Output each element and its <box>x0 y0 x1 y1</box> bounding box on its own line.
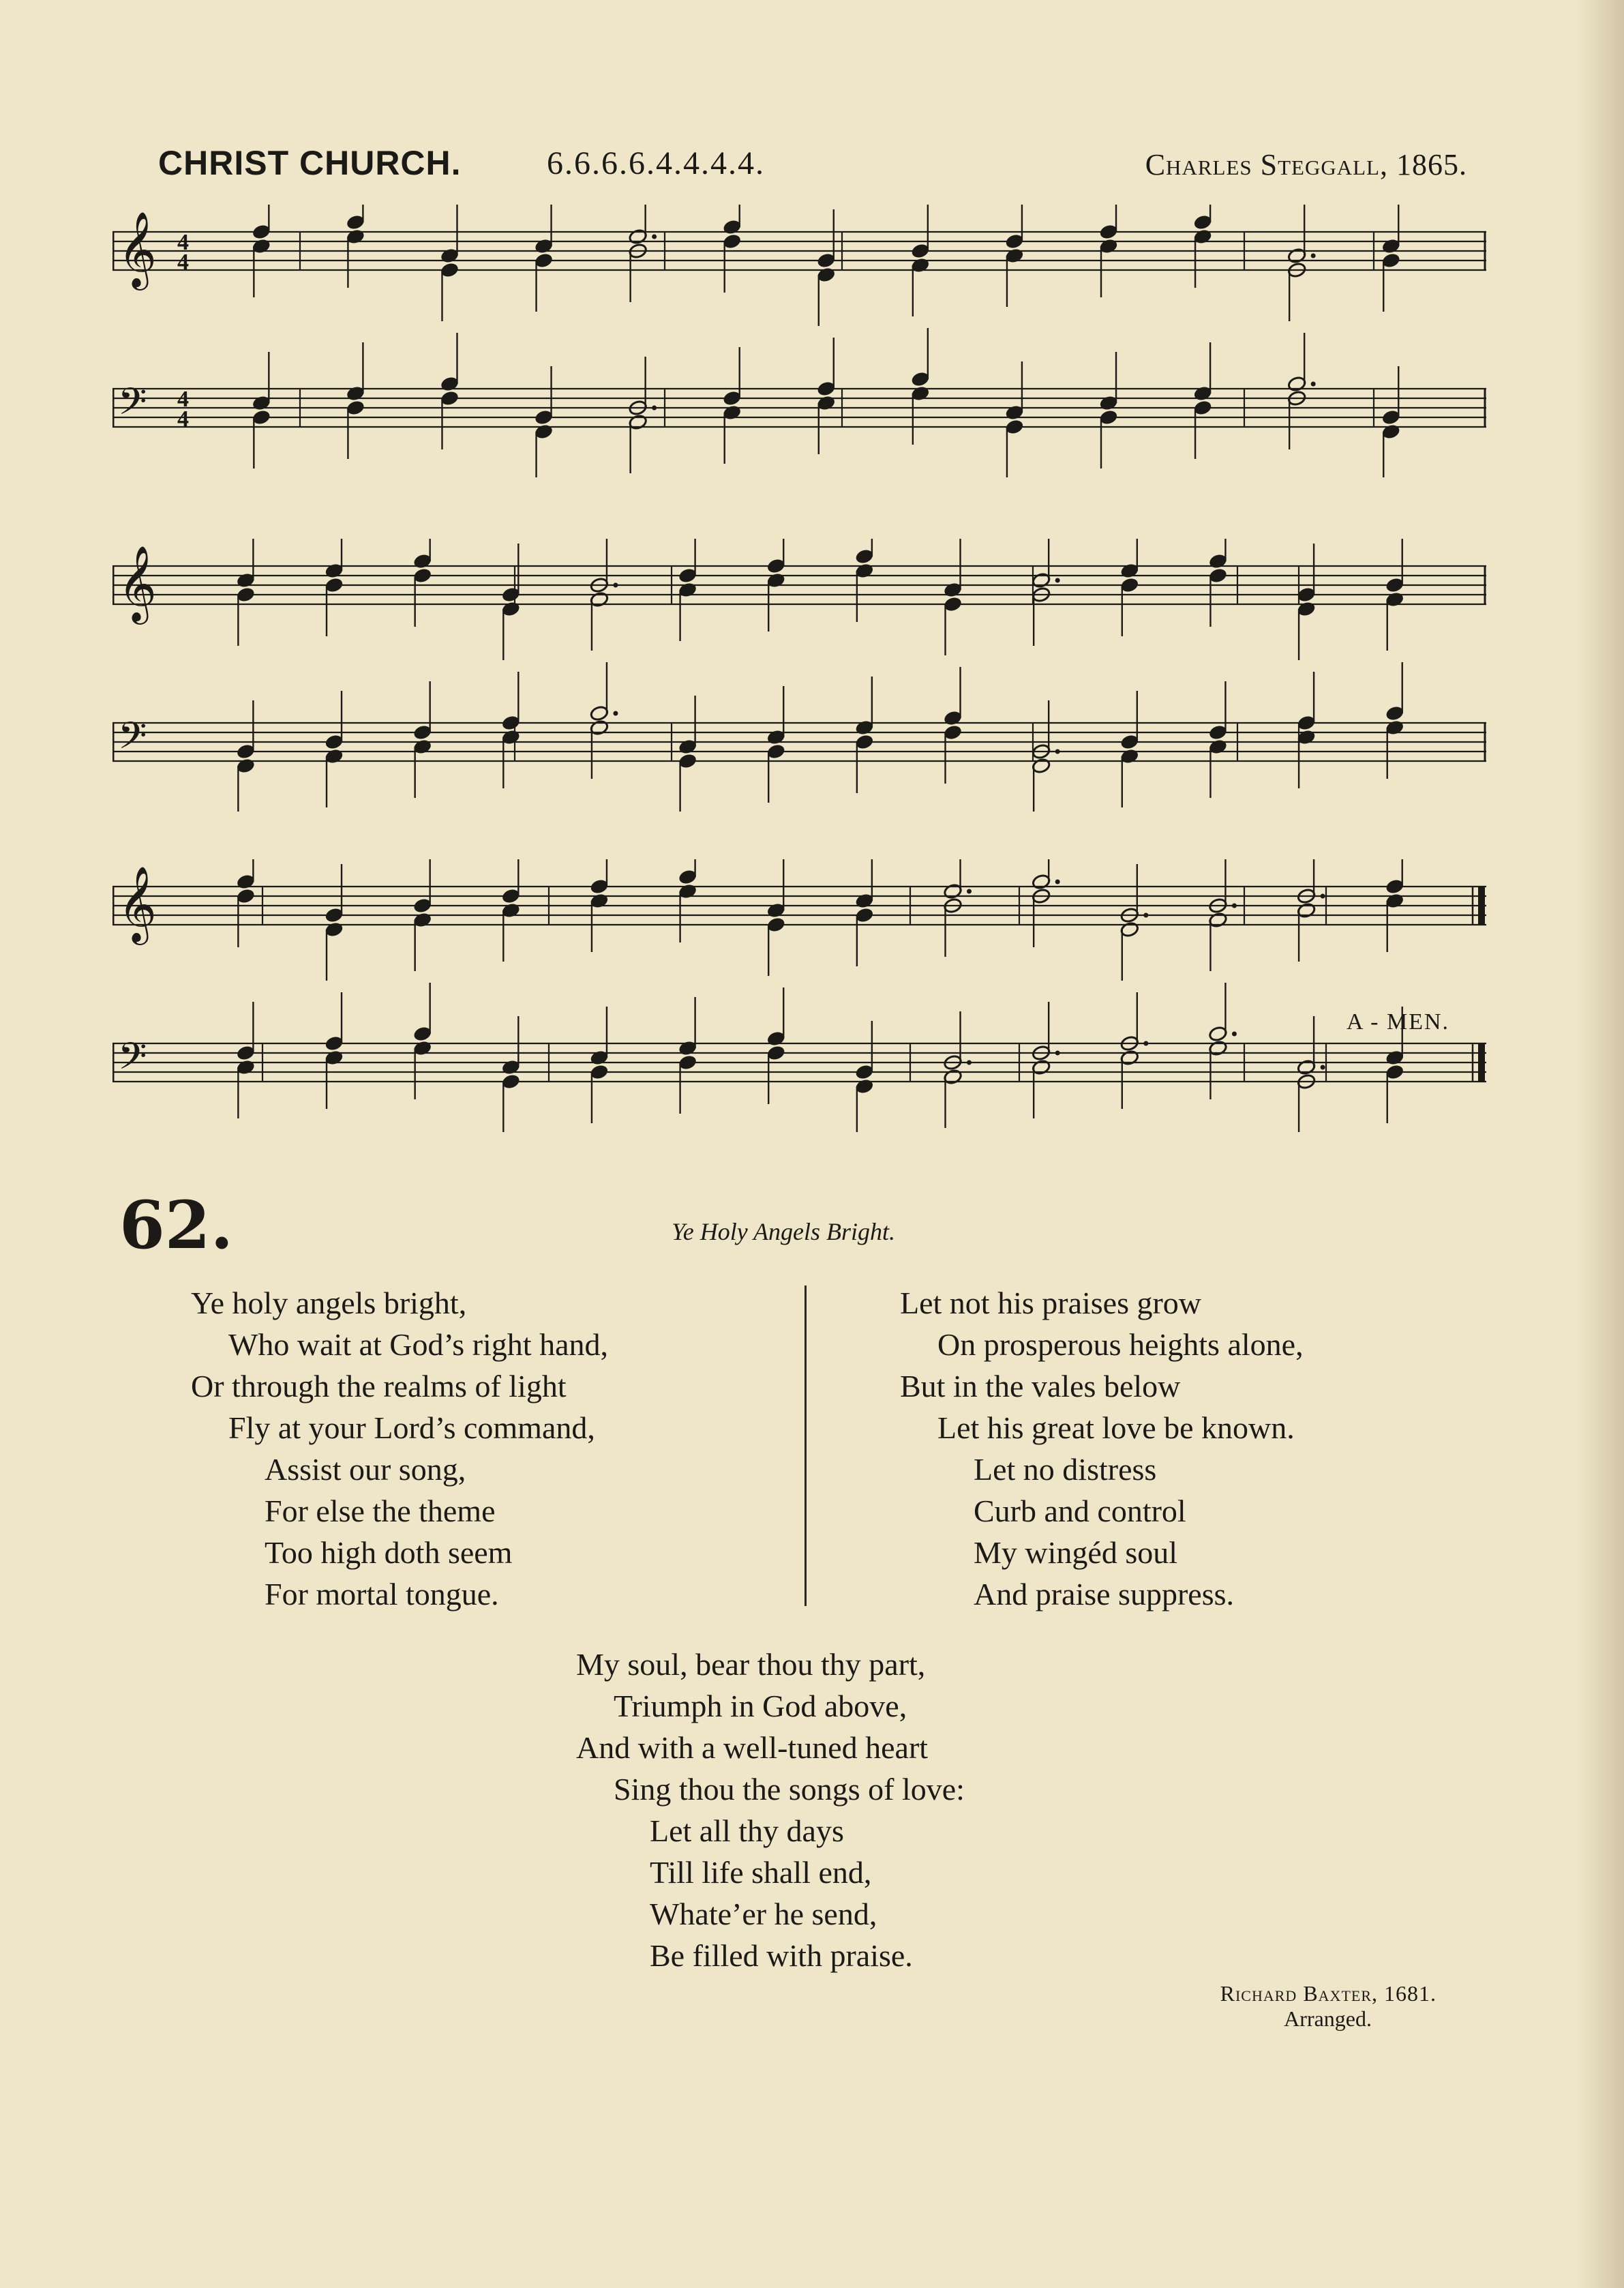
time-signature-digit: 4 <box>177 250 189 275</box>
hymn-number: 62. <box>119 1187 234 1264</box>
composer: Charles Steggall, 1865. <box>1145 148 1467 181</box>
verse-line: Ye holy angels bright, <box>191 1286 467 1320</box>
verse-line: And praise suppress. <box>974 1577 1234 1611</box>
treble-staff <box>112 205 1486 326</box>
tune-name: CHRIST CHURCH. <box>158 144 462 182</box>
score-svg <box>112 205 1493 477</box>
verse-line: Be filled with praise. <box>650 1938 913 1973</box>
amen-text: A - MEN. <box>1347 1009 1450 1035</box>
bass-clef-icon: 𝄢 <box>118 380 147 432</box>
verse-line: Let his great love be known. <box>937 1410 1295 1445</box>
verse-line: Till life shall end, <box>650 1855 872 1890</box>
verse-line: My soul, bear thou thy part, <box>576 1647 926 1682</box>
bass-staff <box>112 328 1486 477</box>
verse-line: Sing thou the songs of love: <box>614 1772 965 1807</box>
verse-line: Who wait at God’s right hand, <box>228 1327 609 1362</box>
verse-line: Triumph in God above, <box>614 1689 907 1723</box>
verse-line: Let not his praises grow <box>900 1286 1202 1320</box>
bass-clef-icon: 𝄢 <box>118 714 147 767</box>
page-edge-shadow <box>1576 0 1624 2288</box>
verse-line: Let all thy days <box>650 1813 844 1848</box>
verse-line: Whate’er he send, <box>650 1897 877 1931</box>
verse-line: Let no distress <box>974 1452 1157 1487</box>
hymn-title: Ye Holy Angels Bright. <box>672 1218 896 1245</box>
meter: 6.6.6.6.4.4.4.4. <box>547 145 765 181</box>
treble-staff <box>112 539 1486 660</box>
tune-header <box>158 143 1467 198</box>
verse-line: Or through the realms of light <box>191 1369 567 1403</box>
bass-staff <box>112 662 1486 812</box>
attribution <box>1220 1981 1437 2032</box>
arranged-note: Arranged. <box>1284 2006 1372 2031</box>
verse-line: For else the theme <box>265 1494 496 1528</box>
time-signature-digit: 4 <box>177 230 189 255</box>
verse-line: Assist our song, <box>265 1452 466 1487</box>
music-system-1 <box>112 205 1493 477</box>
treble-clef-icon: 𝄞 <box>118 865 157 942</box>
treble-staff <box>112 859 1486 981</box>
treble-clef-icon: 𝄞 <box>118 211 157 287</box>
music-system-2 <box>112 539 1493 812</box>
verse-line: Curb and control <box>974 1494 1186 1528</box>
stanza-right <box>900 1282 1304 1615</box>
stanza-left <box>191 1282 608 1615</box>
stanza-center <box>576 1644 965 1976</box>
verse-line: Too high doth seem <box>265 1535 513 1570</box>
verse-line: And with a well-tuned heart <box>576 1730 929 1765</box>
score-svg <box>112 539 1493 812</box>
time-signature-digit: 4 <box>177 406 189 432</box>
verse-line: Fly at your Lord’s command, <box>228 1410 595 1445</box>
music-system-3 <box>112 859 1493 1132</box>
verse-line: For mortal tongue. <box>265 1577 499 1611</box>
time-signature-digit: 4 <box>177 387 189 412</box>
treble-clef-icon: 𝄞 <box>118 545 157 621</box>
author: Richard Baxter, 1681. <box>1220 1981 1437 2006</box>
column-divider <box>805 1286 807 1606</box>
verse-line: But in the vales below <box>900 1369 1181 1403</box>
score-svg <box>112 859 1493 1132</box>
verse-line: My wingéd soul <box>974 1535 1177 1570</box>
bass-clef-icon: 𝄢 <box>118 1035 147 1087</box>
bass-staff <box>112 983 1486 1132</box>
verse-line: On prosperous heights alone, <box>937 1327 1304 1362</box>
